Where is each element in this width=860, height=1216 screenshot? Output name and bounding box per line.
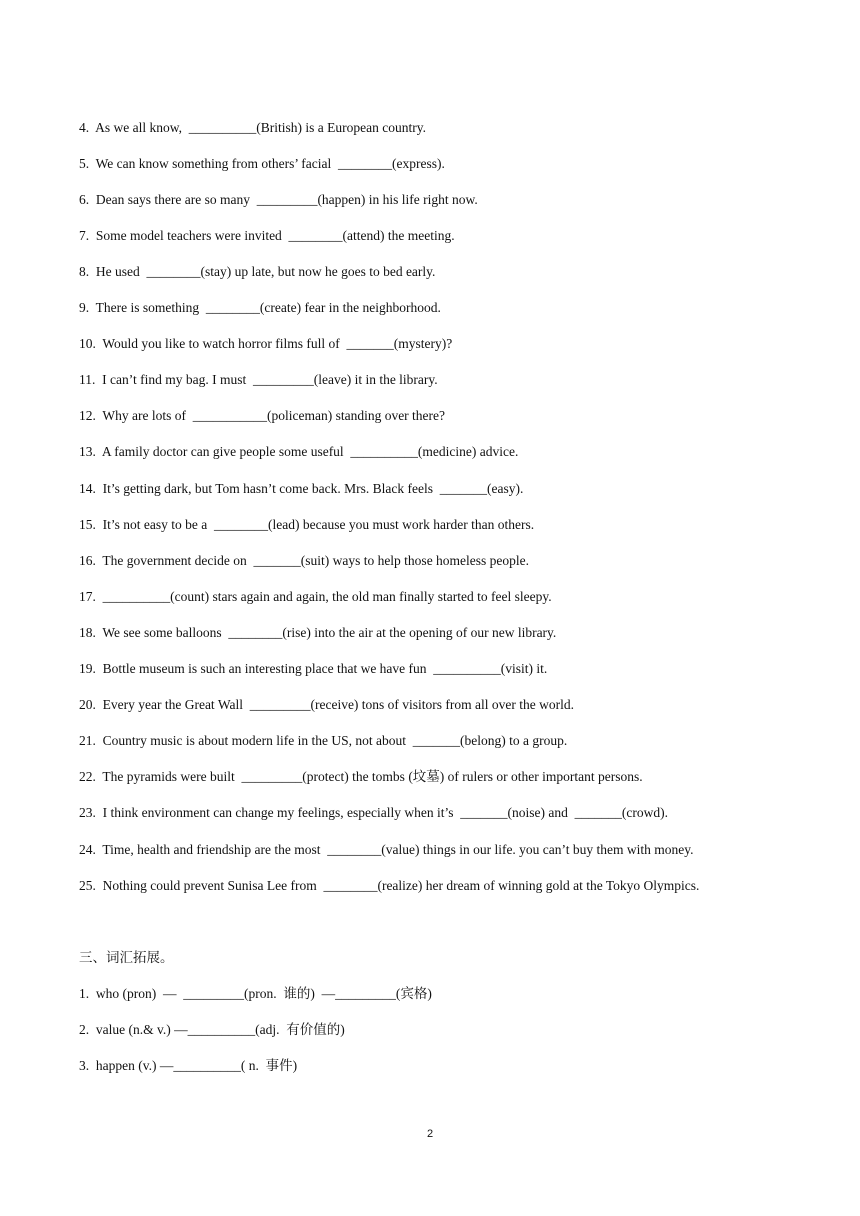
exercise-item: 12. Why are lots of ___________(policeman) standing over there?: [79, 408, 446, 423]
vocab-item: 1. who (pron) — _________(pron. 谁的) —_________(宾格): [79, 986, 432, 1001]
exercise-item: 21. Country music is about modern life in the US, not about _______(belong) to a group.: [79, 733, 568, 748]
vocab-item: 2. value (n.& v.) —__________(adj. 有价值的): [79, 1022, 345, 1037]
exercise-item: 4. As we all know, __________(British) is a European country.: [79, 120, 426, 135]
exercise-item: 8. He used ________(stay) up late, but now he goes to bed early.: [79, 264, 436, 279]
exercise-item: 25. Nothing could prevent Sunisa Lee from ________(realize) her dream of winning gold at the Tokyo Olympics.: [79, 878, 700, 893]
exercise-item: 15. It’s not easy to be a ________(lead) because you must work harder than others.: [79, 517, 535, 532]
exercise-item: 20. Every year the Great Wall _________(receive) tons of visitors from all over the world.: [79, 697, 575, 712]
exercise-item: 18. We see some balloons ________(rise) into the air at the opening of our new library.: [79, 625, 557, 640]
exercise-item: 11. I can’t find my bag. I must _________(leave) it in the library.: [79, 372, 438, 387]
exercise-item: 22. The pyramids were built _________(protect) the tombs (坟墓) of rulers or other important persons.: [79, 769, 643, 784]
exercise-item: 9. There is something ________(create) fear in the neighborhood.: [79, 300, 441, 315]
exercise-item: 10. Would you like to watch horror films full of _______(mystery)?: [79, 336, 453, 351]
exercise-item: 14. It’s getting dark, but Tom hasn’t come back. Mrs. Black feels _______(easy).: [79, 481, 524, 496]
page-number: 2: [426, 1128, 434, 1140]
exercise-item: 16. The government decide on _______(suit) ways to help those homeless people.: [79, 553, 530, 568]
exercise-item: 7. Some model teachers were invited ________(attend) the meeting.: [79, 228, 455, 243]
exercise-item: 5. We can know something from others’ facial ________(express).: [79, 156, 445, 171]
exercise-item: 24. Time, health and friendship are the most ________(value) things in our life. you can’t buy them with money.: [79, 842, 694, 857]
exercise-item: 23. I think environment can change my feelings, especially when it’s _______(noise) and _______(crowd).: [79, 805, 668, 820]
exercise-item: 17. __________(count) stars again and again, the old man finally started to feel sleepy.: [79, 589, 552, 604]
vocab-item: 3. happen (v.) —__________( n. 事件): [79, 1058, 298, 1073]
exercise-item: 13. A family doctor can give people some useful __________(medicine) advice.: [79, 444, 519, 459]
exercise-item: 6. Dean says there are so many _________(happen) in his life right now.: [79, 192, 478, 207]
section-heading: 三、词汇拓展。: [79, 950, 174, 965]
exercise-item: 19. Bottle museum is such an interesting place that we have fun __________(visit) it.: [79, 661, 548, 676]
